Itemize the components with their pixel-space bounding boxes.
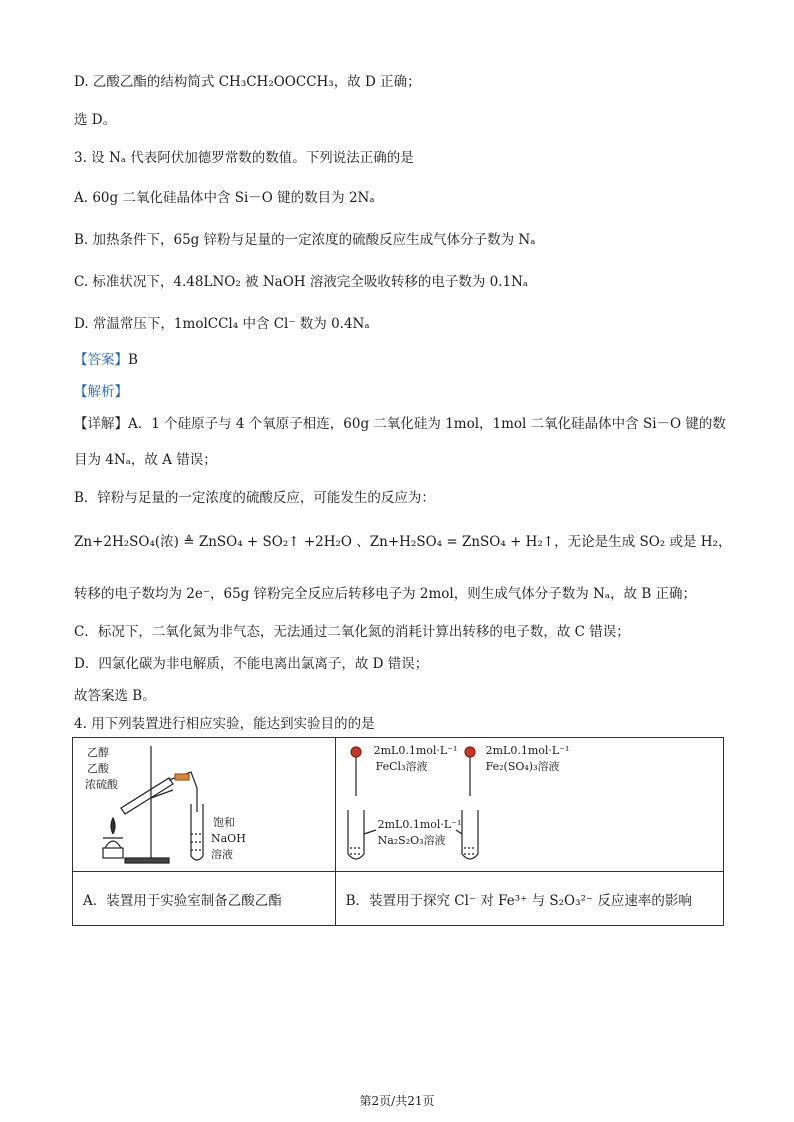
- detail-line-7: 故答案选 B。: [74, 688, 156, 704]
- detail-line-5: C．标况下，二氧化氮为非气态，无法通过二氧化氮的消耗计算出转移的电子数，故 C 错误；: [74, 624, 630, 640]
- detail-line-4: 转移的电子数均为 2e⁻，65g 锌粉完全反应后转移电子为 2mol，则生成气体分子数为 Nₐ，故 B 正确；: [74, 586, 697, 602]
- reagent-acetic-acid: 乙酸: [87, 762, 109, 775]
- figure-table: [72, 737, 724, 926]
- label-solution: 溶液: [211, 848, 233, 861]
- figure-a-caption: A．装置用于实验室制备乙酸乙酯: [73, 872, 336, 926]
- figure-b-caption: B．装置用于探究 Cl⁻ 对 Fe³⁺ 与 S₂O₃²⁻ 反应速率的影响: [335, 872, 723, 926]
- option-a: A. 60g 二氧化硅晶体中含 Si－O 键的数目为 2Nₐ: [74, 190, 375, 206]
- answer-line: [74, 348, 138, 368]
- reagent-sulfuric-acid: 浓硫酸: [85, 778, 118, 791]
- middle-reagent-na2s2o3: Na₂S₂O₃溶液: [377, 834, 446, 847]
- page-footer: 第2页/共21页: [359, 1094, 435, 1108]
- rate-experiment-drawing: [336, 738, 724, 872]
- detail-line-3: B．锌粉与足量的一定浓度的硫酸反应，可能发生的反应为：: [74, 490, 435, 506]
- right-reagent-fe2so43: Fe₂(SO₄)₃溶液: [485, 760, 560, 773]
- label-naoh: NaOH: [211, 832, 246, 845]
- esterification-apparatus-drawing: [73, 738, 335, 872]
- option-b: B. 加热条件下，65g 锌粉与足量的一定浓度的硫酸反应生成气体分子数为 Nₐ: [74, 232, 536, 248]
- option-c: C. 标准状况下，4.48LNO₂ 被 NaOH 溶液完全吸收转移的电子数为 0.1Nₐ: [74, 274, 529, 290]
- detail-text-1: A．1 个硅原子与 4 个氧原子相连，60g 二氧化硅为 1mol，1mol 二氧化硅晶体中含 Si－O 键的数: [128, 416, 726, 432]
- question-4-title: 4. 用下列装置进行相应实验，能达到实验目的的是: [74, 716, 375, 732]
- detail-line-1: [74, 412, 726, 432]
- right-reagent-conc: 2mL0.1mol·L⁻¹: [485, 744, 570, 757]
- left-reagent-fecl3: FeCl₃溶液: [375, 760, 428, 773]
- middle-reagent-conc: 2mL0.1mol·L⁻¹: [377, 818, 462, 831]
- left-reagent-conc: 2mL0.1mol·L⁻¹: [373, 744, 458, 757]
- analysis-tag: 【解析】: [74, 384, 128, 400]
- detail-line-6: D．四氯化碳为非电解质，不能电离出氯离子，故 D 错误；: [74, 656, 429, 672]
- question-3-title: 3. 设 Nₐ 代表阿伏加德罗常数的数值。下列说法正确的是: [74, 150, 414, 166]
- answer-tag: 【答案】: [74, 352, 128, 368]
- equation-line: Zn+2H₂SO₄(浓) ≜ ZnSO₄ + SO₂↑ +2H₂O 、Zn+H₂SO₄ = ZnSO₄ + H₂↑，无论是生成 SO₂ 或是 H₂，: [74, 534, 732, 550]
- option-d: D. 常温常压下，1molCCl₄ 中含 Cl⁻ 数为 0.4Nₐ: [74, 316, 370, 332]
- detail-line-2: 目为 4Nₐ，故 A 错误；: [74, 452, 217, 468]
- line-d-statement: D. 乙酸乙酯的结构简式 CH₃CH₂OOCCH₃，故 D 正确；: [74, 74, 421, 90]
- label-saturated: 饱和: [213, 816, 235, 829]
- answer-value: B: [128, 352, 138, 368]
- detail-tag: 【详解】: [74, 416, 128, 432]
- reagent-ethanol: 乙醇: [87, 746, 109, 759]
- figure-a-apparatus: [73, 738, 336, 872]
- figure-b-apparatus: [335, 738, 723, 872]
- line-choose-d: 选 D。: [74, 112, 117, 128]
